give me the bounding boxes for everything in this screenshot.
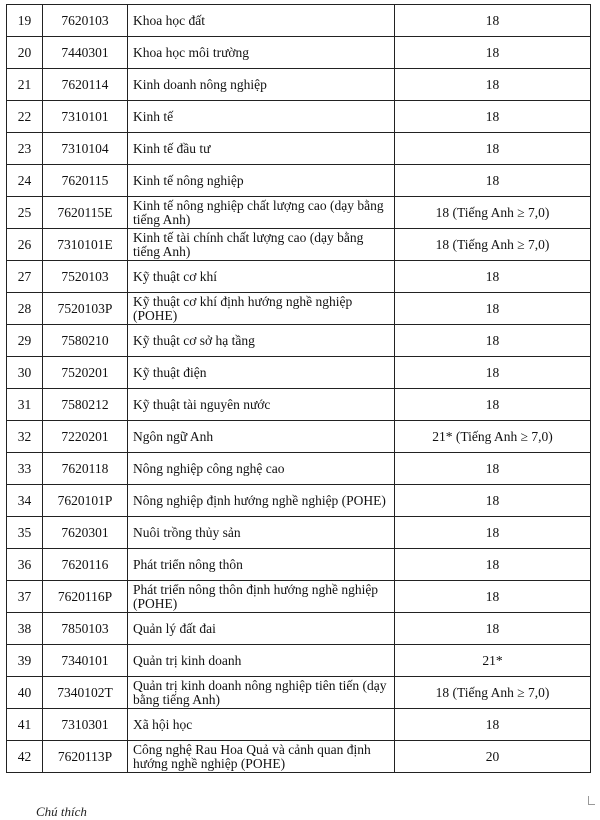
- row-number-cell: 23: [7, 133, 43, 165]
- major-name-cell: Kỹ thuật cơ khí: [128, 261, 395, 293]
- page-corner-mark: [588, 796, 595, 805]
- row-number-cell: 35: [7, 517, 43, 549]
- score-cell: 18: [395, 485, 591, 517]
- major-code-cell: 7620114: [43, 69, 128, 101]
- score-cell: 18: [395, 581, 591, 613]
- table-row: [7, 37, 591, 69]
- table-row: [7, 357, 591, 389]
- admission-score-table-container: [6, 4, 591, 773]
- major-name-cell: Kinh doanh nông nghiệp: [128, 69, 395, 101]
- table-row: [7, 709, 591, 741]
- row-number-cell: 38: [7, 613, 43, 645]
- table-row: [7, 325, 591, 357]
- table-row: [7, 229, 591, 261]
- score-cell: 21* (Tiếng Anh ≥ 7,0): [395, 421, 591, 453]
- row-number-cell: 19: [7, 5, 43, 37]
- row-number-cell: 26: [7, 229, 43, 261]
- major-code-cell: 7220201: [43, 421, 128, 453]
- score-cell: 18: [395, 261, 591, 293]
- major-code-cell: 7620101P: [43, 485, 128, 517]
- table-row: [7, 645, 591, 677]
- row-number-cell: 33: [7, 453, 43, 485]
- major-name-cell: Quản lý đất đai: [128, 613, 395, 645]
- major-name-cell: Khoa học môi trường: [128, 37, 395, 69]
- major-code-cell: 7340102T: [43, 677, 128, 709]
- table-row: [7, 5, 591, 37]
- major-name-cell: Quản trị kinh doanh: [128, 645, 395, 677]
- major-code-cell: 7620103: [43, 5, 128, 37]
- row-number-cell: 25: [7, 197, 43, 229]
- major-code-cell: 7620115: [43, 165, 128, 197]
- major-name-cell: Khoa học đất: [128, 5, 395, 37]
- score-cell: 18: [395, 37, 591, 69]
- major-name-cell: Kỹ thuật cơ khí định hướng nghề nghiệp (POHE): [128, 293, 395, 325]
- row-number-cell: 31: [7, 389, 43, 421]
- table-row: [7, 261, 591, 293]
- major-code-cell: 7310301: [43, 709, 128, 741]
- major-name-cell: Phát triển nông thôn định hướng nghề nghiệp (POHE): [128, 581, 395, 613]
- score-cell: 18: [395, 5, 591, 37]
- major-name-cell: Kinh tế đầu tư: [128, 133, 395, 165]
- table-row: [7, 101, 591, 133]
- table-row: [7, 677, 591, 709]
- footnote-label: Chú thích: [36, 804, 87, 819]
- row-number-cell: 20: [7, 37, 43, 69]
- row-number-cell: 34: [7, 485, 43, 517]
- row-number-cell: 27: [7, 261, 43, 293]
- row-number-cell: 36: [7, 549, 43, 581]
- major-code-cell: 7310101: [43, 101, 128, 133]
- table-row: [7, 485, 591, 517]
- major-code-cell: 7620115E: [43, 197, 128, 229]
- major-code-cell: 7440301: [43, 37, 128, 69]
- table-row: [7, 549, 591, 581]
- major-name-cell: Xã hội học: [128, 709, 395, 741]
- score-cell: 18: [395, 133, 591, 165]
- major-name-cell: Nuôi trồng thủy sản: [128, 517, 395, 549]
- major-name-cell: Kinh tế nông nghiệp: [128, 165, 395, 197]
- major-code-cell: 7580212: [43, 389, 128, 421]
- major-name-cell: Kỹ thuật cơ sở hạ tầng: [128, 325, 395, 357]
- score-cell: 18: [395, 517, 591, 549]
- score-cell: 18: [395, 165, 591, 197]
- major-code-cell: 7310101E: [43, 229, 128, 261]
- table-row: [7, 421, 591, 453]
- major-code-cell: 7620116P: [43, 581, 128, 613]
- table-row: [7, 197, 591, 229]
- major-code-cell: 7520201: [43, 357, 128, 389]
- row-number-cell: 24: [7, 165, 43, 197]
- major-code-cell: 7620301: [43, 517, 128, 549]
- score-cell: 18: [395, 101, 591, 133]
- major-name-cell: Ngôn ngữ Anh: [128, 421, 395, 453]
- row-number-cell: 37: [7, 581, 43, 613]
- score-cell: 18: [395, 325, 591, 357]
- table-row: [7, 517, 591, 549]
- major-code-cell: 7850103: [43, 613, 128, 645]
- row-number-cell: 28: [7, 293, 43, 325]
- score-cell: 18 (Tiếng Anh ≥ 7,0): [395, 197, 591, 229]
- score-cell: 21*: [395, 645, 591, 677]
- table-body: [7, 5, 591, 773]
- score-cell: 18: [395, 293, 591, 325]
- table-row: [7, 741, 591, 773]
- score-cell: 18 (Tiếng Anh ≥ 7,0): [395, 677, 591, 709]
- row-number-cell: 42: [7, 741, 43, 773]
- table-row: [7, 133, 591, 165]
- table-row: [7, 389, 591, 421]
- major-name-cell: Nông nghiệp định hướng nghề nghiệp (POHE): [128, 485, 395, 517]
- major-code-cell: 7620118: [43, 453, 128, 485]
- score-cell: 20: [395, 741, 591, 773]
- major-code-cell: 7620116: [43, 549, 128, 581]
- major-name-cell: Kỹ thuật tài nguyên nước: [128, 389, 395, 421]
- table-row: [7, 69, 591, 101]
- table-row: [7, 613, 591, 645]
- major-code-cell: 7310104: [43, 133, 128, 165]
- score-cell: 18 (Tiếng Anh ≥ 7,0): [395, 229, 591, 261]
- major-name-cell: Quản trị kinh doanh nông nghiệp tiên tiến (dạy bằng tiếng Anh): [128, 677, 395, 709]
- major-code-cell: 7620113P: [43, 741, 128, 773]
- table-row: [7, 581, 591, 613]
- table-row: [7, 453, 591, 485]
- major-name-cell: Kinh tế tài chính chất lượng cao (dạy bằng tiếng Anh): [128, 229, 395, 261]
- row-number-cell: 41: [7, 709, 43, 741]
- major-code-cell: 7340101: [43, 645, 128, 677]
- score-cell: 18: [395, 389, 591, 421]
- major-name-cell: Nông nghiệp công nghệ cao: [128, 453, 395, 485]
- admission-score-table: [6, 4, 591, 773]
- major-name-cell: Phát triển nông thôn: [128, 549, 395, 581]
- score-cell: 18: [395, 709, 591, 741]
- score-cell: 18: [395, 357, 591, 389]
- major-name-cell: Công nghệ Rau Hoa Quả và cảnh quan định hướng nghề nghiệp (POHE): [128, 741, 395, 773]
- row-number-cell: 21: [7, 69, 43, 101]
- table-row: [7, 165, 591, 197]
- major-code-cell: 7580210: [43, 325, 128, 357]
- row-number-cell: 39: [7, 645, 43, 677]
- row-number-cell: 22: [7, 101, 43, 133]
- major-code-cell: 7520103: [43, 261, 128, 293]
- score-cell: 18: [395, 453, 591, 485]
- major-name-cell: Kinh tế: [128, 101, 395, 133]
- table-row: [7, 293, 591, 325]
- score-cell: 18: [395, 69, 591, 101]
- row-number-cell: 30: [7, 357, 43, 389]
- score-cell: 18: [395, 613, 591, 645]
- row-number-cell: 32: [7, 421, 43, 453]
- major-code-cell: 7520103P: [43, 293, 128, 325]
- row-number-cell: 29: [7, 325, 43, 357]
- row-number-cell: 40: [7, 677, 43, 709]
- score-cell: 18: [395, 549, 591, 581]
- major-name-cell: Kỹ thuật điện: [128, 357, 395, 389]
- major-name-cell: Kinh tế nông nghiệp chất lượng cao (dạy bằng tiếng Anh): [128, 197, 395, 229]
